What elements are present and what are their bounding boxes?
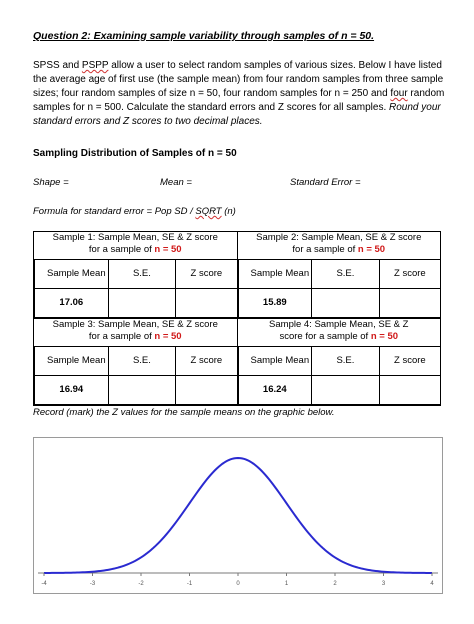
col-z-score: Z score xyxy=(379,347,440,376)
sample-subtitle: score for a sample of xyxy=(279,331,371,342)
formula-suffix: (n) xyxy=(221,206,236,217)
sample-subtitle: for a sample of xyxy=(292,244,358,255)
se-input[interactable] xyxy=(108,289,176,318)
sample-title: Sample 4: Sample Mean, SE & Z xyxy=(269,319,409,330)
col-sample-mean: Sample Mean xyxy=(238,347,312,376)
sample-grid xyxy=(238,346,441,405)
sample-mean-value: 16.94 xyxy=(35,376,109,405)
x-axis-ticks xyxy=(41,573,434,587)
mean-field: Mean = xyxy=(160,177,192,188)
formula-line xyxy=(33,206,236,217)
sample-title: Sample 3: Sample Mean, SE & Z score xyxy=(52,319,218,330)
x-tick-label: -3 xyxy=(89,581,96,587)
standard-error-field: Standard Error = xyxy=(290,177,361,188)
record-instruction: Record (mark) the Z values for the sample means on the graphic below. xyxy=(33,407,335,418)
col-se: S.E. xyxy=(108,260,176,289)
formula-prefix: Formula for standard error = Pop SD / xyxy=(33,206,196,217)
sample-grid xyxy=(34,346,237,405)
se-input[interactable] xyxy=(108,376,176,405)
sample-cell-2 xyxy=(237,232,441,319)
x-tick-label: -2 xyxy=(138,581,144,587)
col-sample-mean: Sample Mean xyxy=(35,347,109,376)
sample-mean-value: 15.89 xyxy=(238,289,312,318)
z-input[interactable] xyxy=(176,289,237,318)
normal-curve-line xyxy=(44,458,432,573)
sample-title: Sample 1: Sample Mean, SE & Z score xyxy=(52,232,218,243)
sample-n-label: n = 50 xyxy=(370,331,399,342)
intro-text-2: allow a user to select random samples of various sizes. Below I have listed the average age of first use (the sample mean) from four random samples from three sample sizes; four random samples of size n = 50, four random samples for n = 250 and xyxy=(33,60,444,99)
sample-cell-3 xyxy=(34,319,238,406)
intro-text-1: SPSS and xyxy=(33,60,82,71)
sample-n-label: n = 50 xyxy=(357,244,386,255)
section-heading: Sampling Distribution of Samples of n = 50 xyxy=(33,148,237,159)
intro-instruction: Round your standard errors and Z scores to two decimal places. xyxy=(33,102,441,127)
x-tick-label: 1 xyxy=(284,581,289,587)
intro-paragraph xyxy=(33,59,453,129)
col-se: S.E. xyxy=(108,347,176,376)
sample-header xyxy=(238,319,441,346)
normal-curve-chart xyxy=(33,437,443,594)
samples-table xyxy=(33,231,441,406)
col-z-score: Z score xyxy=(379,260,440,289)
sample-cell-4 xyxy=(237,319,441,406)
x-tick-label: 0 xyxy=(236,581,240,587)
z-input[interactable] xyxy=(176,376,237,405)
sample-mean-value: 17.06 xyxy=(35,289,109,318)
sample-grid xyxy=(34,259,237,318)
sample-title: Sample 2: Sample Mean, SE & Z score xyxy=(256,232,422,243)
z-input[interactable] xyxy=(379,376,440,405)
sample-header xyxy=(34,232,237,259)
intro-four: four xyxy=(390,88,408,99)
se-input[interactable] xyxy=(312,376,380,405)
x-tick-label: -1 xyxy=(186,581,193,587)
x-tick-label: 4 xyxy=(430,581,434,587)
sample-subtitle: for a sample of xyxy=(88,331,155,342)
normal-curve-svg xyxy=(34,438,442,593)
intro-text-3: random samples for n = 500. Calculate the standard errors and Z scores for all samples. xyxy=(33,88,445,113)
intro-pspp: PSPP xyxy=(81,60,109,71)
col-se: S.E. xyxy=(312,260,380,289)
z-input[interactable] xyxy=(379,289,440,318)
sample-subtitle: for a sample of xyxy=(88,244,155,255)
col-sample-mean: Sample Mean xyxy=(238,260,312,289)
se-input[interactable] xyxy=(312,289,380,318)
sample-grid xyxy=(238,259,441,318)
col-sample-mean: Sample Mean xyxy=(35,260,109,289)
sample-n-label: n = 50 xyxy=(154,331,182,342)
sample-header xyxy=(238,232,441,259)
x-tick-label: 2 xyxy=(333,581,337,587)
col-z-score: Z score xyxy=(176,260,237,289)
col-z-score: Z score xyxy=(176,347,237,376)
col-se: S.E. xyxy=(312,347,380,376)
shape-field: Shape = xyxy=(33,177,69,188)
x-tick-label: -4 xyxy=(41,581,47,587)
formula-sqrt: SQRT xyxy=(195,206,222,217)
question-title: Question 2: Examining sample variability through samples of n = 50. xyxy=(33,30,375,42)
x-tick-label: 3 xyxy=(381,581,386,587)
sample-cell-1 xyxy=(34,232,238,319)
sample-n-label: n = 50 xyxy=(154,244,182,255)
sample-mean-value: 16.24 xyxy=(238,376,312,405)
sample-header xyxy=(34,319,237,346)
